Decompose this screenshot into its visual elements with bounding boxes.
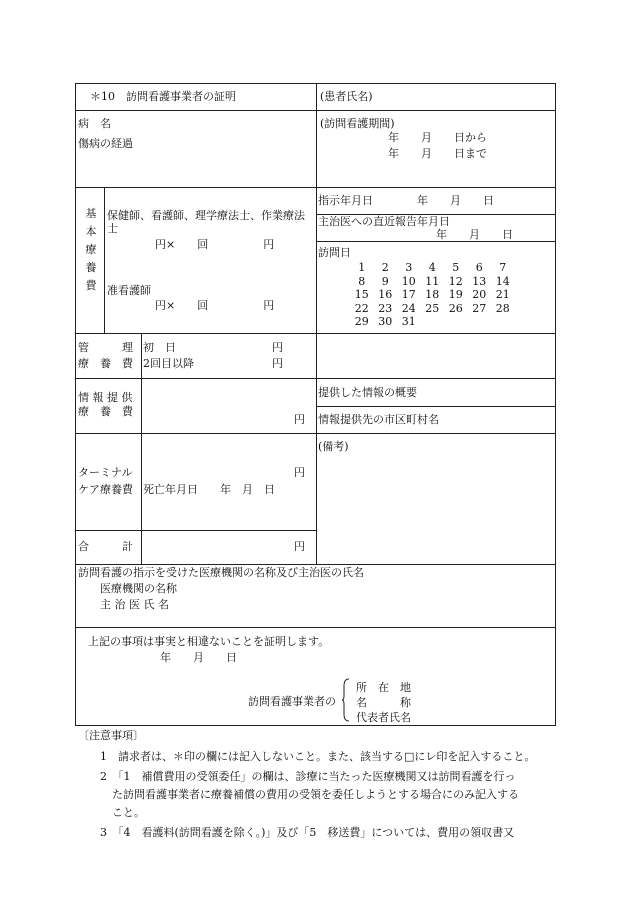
calendar-day: 21 bbox=[495, 288, 510, 301]
info-city-label: 情報提供先の市区町村名 bbox=[318, 413, 439, 426]
first-day-label: 初 日 bbox=[143, 341, 176, 354]
calendar-day: 20 bbox=[472, 288, 487, 301]
calendar-row bbox=[350, 302, 520, 316]
rule bbox=[316, 241, 556, 242]
assistant-nurse-label: 准看護師 bbox=[107, 284, 151, 297]
info-cost-label: 情 報 提 供 bbox=[78, 391, 133, 404]
note-item-cont: こと。 bbox=[112, 806, 145, 819]
yen-unit: 円 bbox=[272, 341, 283, 354]
calendar-day: 6 bbox=[475, 261, 483, 274]
management-cost-label: 管 理 bbox=[78, 341, 133, 354]
certification-date: 年 月 日 bbox=[160, 651, 237, 664]
border-bottom bbox=[75, 725, 556, 726]
calendar-day: 16 bbox=[378, 288, 393, 301]
calendar-day: 23 bbox=[378, 301, 393, 315]
patient-name-label: (患者氏名) bbox=[320, 90, 373, 103]
yen-unit: 円 bbox=[294, 413, 305, 426]
calendar-day: 24 bbox=[401, 301, 416, 315]
calendar-day: 9 bbox=[381, 274, 389, 288]
note-item-cont: た訪問看護事業者に療養補償の費用の受領を委任しようとする場合にのみ記入する bbox=[112, 788, 519, 801]
calendar-day: 27 bbox=[472, 301, 487, 315]
calendar-day: 28 bbox=[495, 301, 510, 315]
calendar-row bbox=[350, 261, 520, 275]
provider-label: 訪問看護事業者の bbox=[248, 695, 336, 708]
institution-heading: 訪問看護の指示を受けた医療機関の名称及び主治医の氏名 bbox=[78, 566, 364, 579]
calendar-day: 3 bbox=[405, 261, 413, 274]
calendar-day: 26 bbox=[448, 301, 463, 315]
calendar-day: 2 bbox=[381, 261, 389, 274]
info-summary-label: 提供した情報の概要 bbox=[318, 386, 417, 399]
calendar-day: 17 bbox=[401, 288, 416, 301]
calendar-day: 18 bbox=[425, 288, 440, 301]
calendar-day: 8 bbox=[358, 274, 366, 288]
note-item: 3 「4 看護料(訪問看護を除く。)」及び「5 移送費」については、費用の領収書又 bbox=[100, 826, 515, 839]
disease-course-label: 傷病の経過 bbox=[78, 137, 133, 150]
nurses-label: 保健師、看護師、理学療法士、作業療法 bbox=[107, 209, 305, 222]
calendar-day: 14 bbox=[495, 274, 510, 288]
yen-unit: 円 bbox=[294, 466, 305, 479]
yen-unit: 円 bbox=[272, 357, 283, 370]
border-left bbox=[75, 83, 76, 726]
calendar-day: 22 bbox=[354, 301, 369, 315]
info-cost-label-2: 療 養 費 bbox=[78, 405, 133, 418]
calendar-day: 1 bbox=[358, 261, 366, 274]
basic-care-cost-label: 基 本 療 養 費 bbox=[85, 207, 97, 292]
representative-label: 代表者氏名 bbox=[356, 711, 411, 724]
yen-unit: 円 bbox=[294, 540, 305, 553]
rule bbox=[75, 530, 316, 531]
calendar-day: 4 bbox=[428, 261, 436, 274]
calendar-row bbox=[350, 275, 520, 289]
management-cost-label-2: 療 養 費 bbox=[78, 357, 133, 370]
calendar-day: 10 bbox=[401, 274, 416, 288]
rule bbox=[141, 333, 142, 565]
calendar-day: 7 bbox=[499, 261, 507, 274]
calendar-row bbox=[350, 288, 520, 302]
address-label: 所 在 地 bbox=[356, 681, 411, 694]
company-name-label: 名 称 bbox=[356, 696, 411, 709]
terminal-care-label: ターミナル bbox=[78, 466, 133, 479]
calendar-day: 19 bbox=[448, 288, 463, 301]
terminal-care-label-2: ケア療養費 bbox=[78, 483, 133, 496]
report-date: 年 月 日 bbox=[436, 228, 513, 241]
calendar-row bbox=[350, 315, 520, 329]
second-onward-label: 2回目以降 bbox=[143, 357, 194, 370]
calendar-day: 11 bbox=[425, 274, 440, 288]
border-right bbox=[555, 83, 556, 726]
calendar-day: 13 bbox=[472, 274, 487, 288]
calendar-day: 29 bbox=[354, 315, 369, 328]
calendar-day: 25 bbox=[425, 301, 440, 315]
report-date-label: 主治医への直近報告年月日 bbox=[318, 215, 450, 228]
doctor-name-label: 主 治 医 氏 名 bbox=[100, 598, 169, 611]
total-label: 合 計 bbox=[78, 540, 133, 553]
visit-period-to: 年 月 日まで bbox=[388, 147, 487, 160]
note-item: 2 「1 補償費用の受領委任」の欄は、診療に当たった医療機関又は訪問看護を行っ bbox=[100, 770, 516, 783]
assistant-fee-calc: 円× 回 円 bbox=[155, 299, 275, 312]
visit-period-from: 年 月 日から bbox=[388, 131, 487, 144]
certification-statement: 上記の事項は事実と相違ないことを証明します。 bbox=[88, 635, 330, 648]
nurses-fee-calc: 円× 回 円 bbox=[155, 238, 275, 251]
visit-period-label: (訪問看護期間) bbox=[320, 117, 395, 130]
death-date: 死亡年月日 年 月 日 bbox=[143, 483, 275, 496]
calendar-day: 15 bbox=[354, 288, 369, 301]
rule bbox=[104, 187, 105, 334]
institution-name-label: 医療機関の名称 bbox=[100, 582, 177, 595]
rule bbox=[316, 83, 317, 565]
remarks-label: (備考) bbox=[318, 440, 349, 453]
instruction-date: 指示年月日 年 月 日 bbox=[318, 194, 494, 207]
visit-days-label: 訪問日 bbox=[318, 246, 351, 259]
rule bbox=[316, 406, 556, 407]
certificate-title: ＊10 訪問看護事業者の証明 bbox=[90, 90, 236, 103]
calendar-day: 12 bbox=[448, 274, 463, 288]
note-item: 1 請求者は、＊印の欄には記入しないこと。また、該当する□にレ印を記入すること。 bbox=[100, 750, 536, 763]
notes-heading: 〔注意事項〕 bbox=[78, 729, 144, 742]
rule bbox=[75, 627, 556, 628]
calendar-day: 30 bbox=[378, 315, 393, 328]
disease-name-label: 病 名 bbox=[78, 117, 111, 130]
brace-icon bbox=[342, 678, 350, 722]
visit-days-calendar bbox=[350, 261, 520, 329]
calendar-day: 5 bbox=[452, 261, 460, 274]
nurses-label-cont: 士 bbox=[107, 222, 118, 235]
calendar-day: 31 bbox=[401, 315, 416, 328]
